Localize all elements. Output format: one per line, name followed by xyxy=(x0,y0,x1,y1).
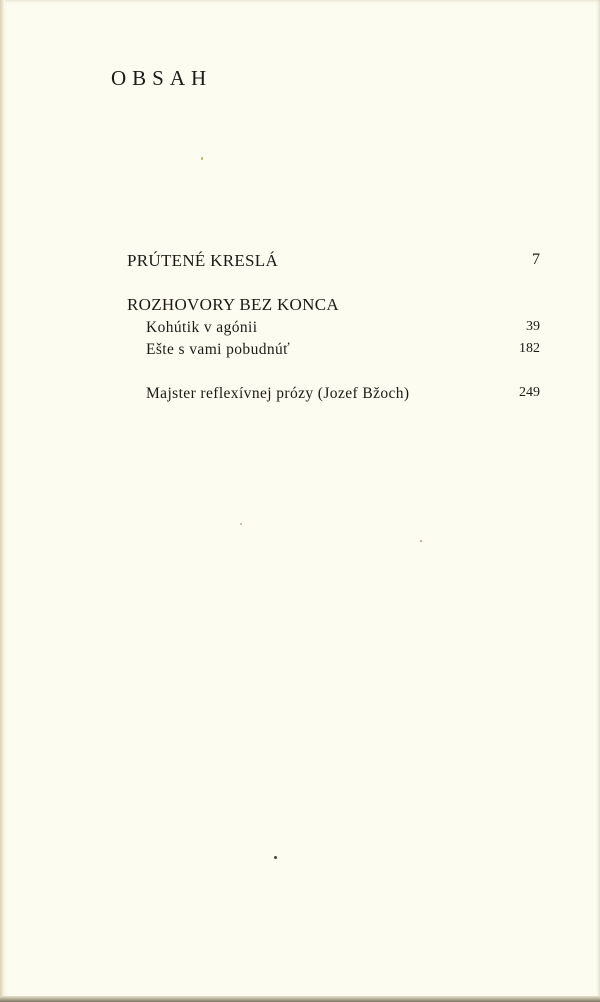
contents-heading: OBSAH xyxy=(111,66,213,90)
paper-speck xyxy=(201,157,203,160)
toc-entry-title: Kohútik v agónii xyxy=(146,319,258,336)
toc-entry-title: Majster reflexívnej prózy (Jozef Bžoch) xyxy=(146,385,410,402)
toc-page-number: 39 xyxy=(526,319,540,334)
toc-page-number: 182 xyxy=(519,341,540,356)
page-left-edge xyxy=(0,0,5,1002)
toc-section-prutene-kresla xyxy=(0,251,600,275)
toc-entry-title: Ešte s vami pobudnúť xyxy=(146,341,291,358)
paper-speck xyxy=(420,540,422,542)
page-bottom-edge xyxy=(0,996,600,1002)
toc-section-title: PRÚTENÉ KRESLÁ xyxy=(127,251,279,270)
paper-speck xyxy=(274,856,277,859)
toc-page-number: 249 xyxy=(519,385,540,400)
toc-entry-este-s-vami-pobudnut xyxy=(0,341,600,365)
toc-page-number: 7 xyxy=(532,251,540,268)
toc-entry-kohutik-v-agonii xyxy=(0,319,600,343)
toc-section-rozhovory-bez-konca xyxy=(0,295,600,319)
toc-section-title: ROZHOVORY BEZ KONCA xyxy=(127,295,339,314)
paper-speck xyxy=(240,523,242,525)
toc-entry-afterword xyxy=(0,385,600,409)
